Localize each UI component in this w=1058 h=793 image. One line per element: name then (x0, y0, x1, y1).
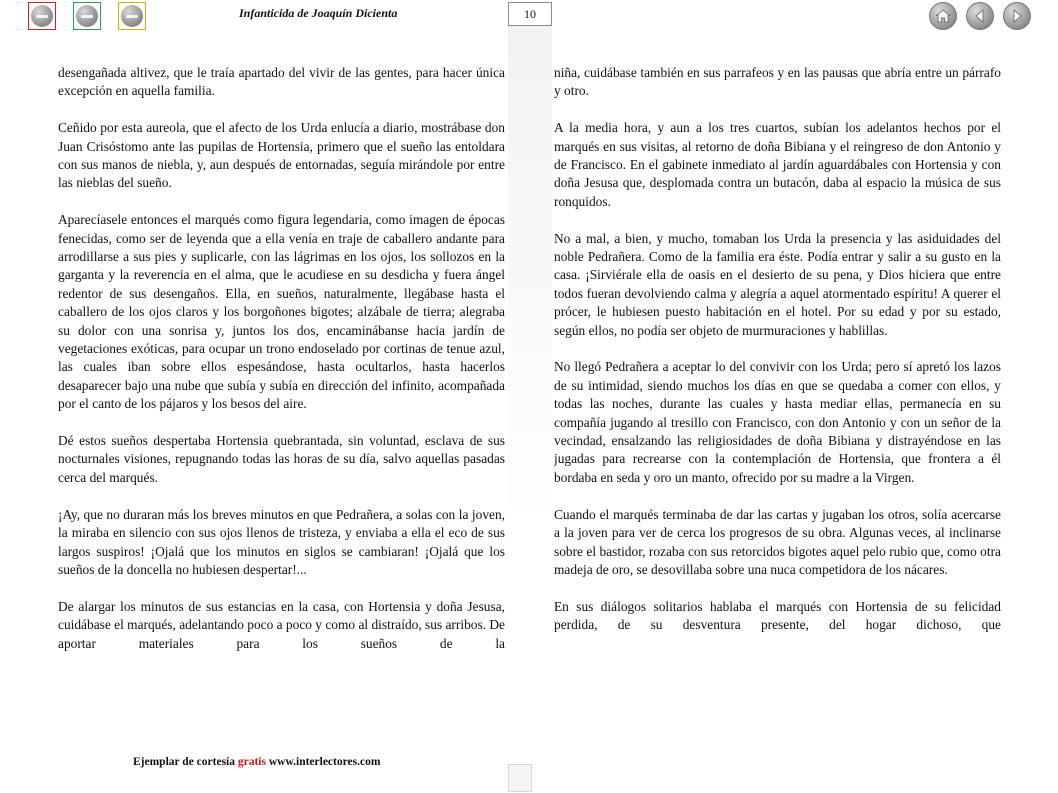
page-number: 10 (508, 2, 552, 26)
left-paragraph: Dé estos sueños despertaba Hortensia quebrantada, sin voluntad, esclava de sus nocturnales visiones, repugnando todas las horas de su día, salvo aquellas pasadas cerca del marqués. (58, 433, 505, 485)
home-button[interactable] (929, 2, 957, 30)
minimize-icon (76, 5, 98, 27)
right-paragraph: niña, cuidábase también en sus parrafeos y en las pausas que abría entre un párrafo y otro. (554, 65, 1001, 99)
right-paragraph: No llegó Pedrañera a aceptar lo del convivir con los Urda; pero sí apretó los lazos de su intimidad, siendo muchos los días en que se quedaba a comer con ellos, y todas las noches, durante las cuales y hasta mediar ellas, permanecía en su compañía jugando al tresillo con Francisco, con don Antonio y con un señor de la vecindad, ensalzando las religiosidades de doña Bibiana y distrayéndose en las jugadas para recrearse con la contemplación de Hortensia, que frontera a él bordaba en seda y oro un manto, ofrecido por su madre a la Virgen. (554, 359, 1001, 485)
footer-credit (133, 756, 380, 768)
right-page (554, 64, 1001, 726)
left-paragraph: Ceñido por esta aureola, que el afecto de los Urda enlucía a diario, mostrábase don Juan Crisóstomo ante las pupilas de Hortensia, primero que el sueño las entoldara con sus manos de niebla, y, aun después de entornadas, seguía mirándole por entre las nieblas del sueño. (58, 120, 505, 191)
page-spine-bottom (508, 764, 532, 792)
left-page (58, 64, 505, 726)
right-paragraph: No a mal, a bien, y mucho, tomaban los Urda la presencia y las asiduidades del noble Pedrañera. Como de la familia era éste. Podía entrar y salir a su gusto en la casa. ¡Sirviérale ella de oasis en el desierto de su pena, y Dios hiciera que entre todos fueran devolviendo calma y alegría a aquel atormentado espíritu! A querer el prócer, le hubiesen puesto habitación en el hotel. Por su edad y por su estado, según ellos, no podía ser objeto de murmuraciones y hablillas. (554, 230, 1001, 338)
page-spine (508, 26, 552, 526)
left-paragraph: Aparecíasele entonces el marqués como figura legendaria, como imagen de épocas fenecidas, como ser de leyenda que a ella venía en traje de caballero andante para arrodillarse a sus pies y suplicarle, con las lágrimas en los ojos, los sollozos en la garganta y la reverencia en el alma, que le acudiese en su desdicha y fuera ángel redentor de sus desengaños. Ella, en sueños, naturalmente, llegábase hasta el caballero de los ojos claros y los borgoñones bigotes; alzábale de tierra; alegraba su dolor con una sonrisa y, juntos los dos, encaminábanse hacia jardín de vegetaciones exóticas, para ocupar un trono endoselado por cortinas de tenue azul, las cuales iban sobre ellos espesándose, hasta ocultarlos, hasta hacerlos desaparecer bajo una nube que subía y subía en dirección del infinito, acompañada por el canto de los pájaros y los besos del aire. (58, 212, 505, 412)
left-paragraph: De alargar los minutos de sus estancias en la casa, con Hortensia y doña Jesusa, cuidábase el marqués, adelantando poco a poco y como al distraído, sus arribos. De aportar materiales para los sueños de la (58, 598, 505, 651)
left-paragraph: desengañada altivez, que le traía apartado del vivir de las gentes, para hacer única excepción en aquella familia. (58, 65, 505, 99)
left-paragraph: ¡Ay, que no duraran más los breves minutos en que Pedrañera, a solas con la joven, la miraba en silencio con sus ojos llenos de tristeza, y enviaba a ella el eco de sus largos suspiros! ¡Ojalá que los minutos en siglos se cambiaran! ¡Ojalá que los sueños de la doncella no hubiesen despertar!... (58, 506, 505, 577)
footer-free-label: gratis (237, 756, 266, 768)
right-paragraph: En sus diálogos solitarios hablaba el marqués con Hortensia de su felicidad perdida, de su desventura presente, del hogar dichoso, que (554, 598, 1001, 633)
minimize-button-red[interactable] (28, 2, 56, 30)
right-paragraph: Cuando el marqués terminaba de dar las cartas y jugaban los otros, solía acercarse a la joven para ver de cerca los progresos de su obra. Algunas veces, al inclinarse sobre el bastidor, rozaba con sus retorcidos bigotes aquel pelo rubio que, como otra madeja de oro, se desovillaba sobre una nuca competidora de los nácares. (554, 506, 1001, 577)
next-page-button[interactable] (1003, 2, 1031, 30)
footer-site-link[interactable]: www.interlectores.com (265, 756, 381, 768)
right-paragraph: A la media hora, y aun a los tres cuartos, subían los adelantos hechos por el marqués en sus visitas, al retorno de doña Bibiana y el reingreso de don Antonio y de Francisco. En el gabinete inmediato al jardín aguardábales con Hortensia y con doña Jesusa que, desplomada contra un butacón, daba al espacio la música de sus ronquidos. (554, 120, 1001, 209)
footer-prefix: Ejemplar de cortesía (133, 756, 238, 768)
left-arrow-icon (972, 8, 988, 24)
minimize-button-yellow[interactable] (118, 2, 146, 30)
minimize-icon (31, 5, 53, 27)
home-icon (935, 8, 951, 24)
minimize-button-green[interactable] (73, 2, 101, 30)
previous-page-button[interactable] (966, 2, 994, 30)
right-arrow-icon (1009, 8, 1025, 24)
book-title: Infanticida de Joaquín Dicienta (239, 6, 398, 20)
minimize-icon (121, 5, 143, 27)
